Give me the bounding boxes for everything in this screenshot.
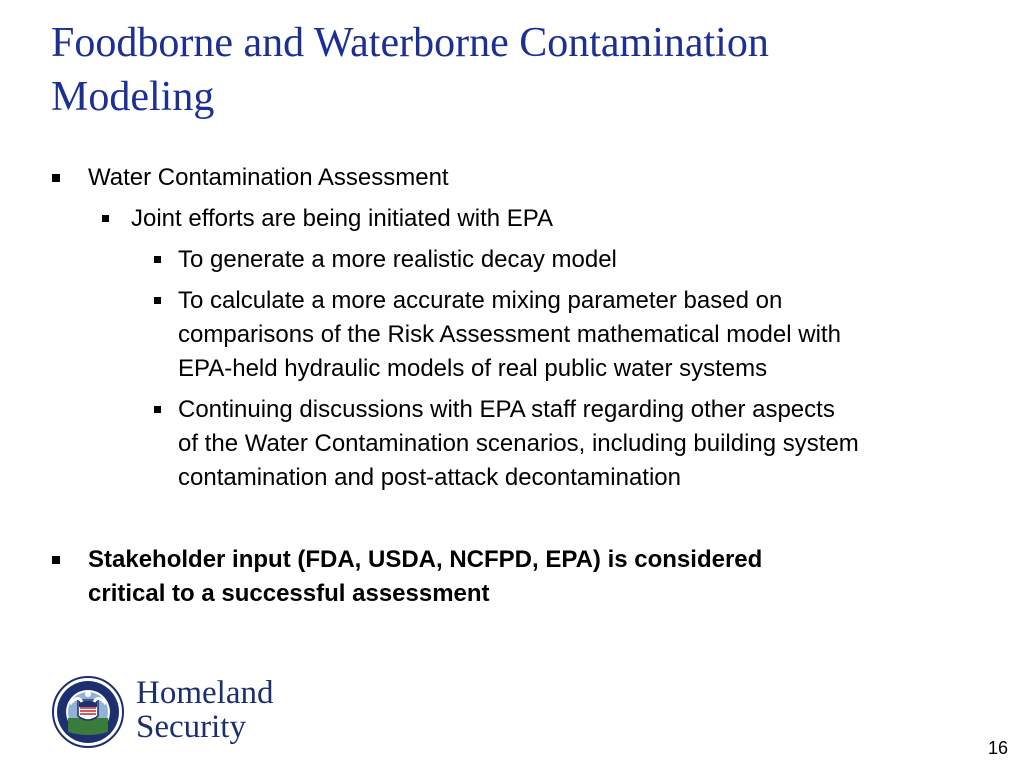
bullet-joint-efforts bbox=[131, 202, 553, 236]
logo-wordmark bbox=[136, 676, 273, 744]
bullet-water-contamination bbox=[88, 161, 449, 195]
bullet-marker bbox=[52, 174, 60, 182]
slide-title-line1: Foodborne and Waterborne Contamination bbox=[51, 20, 769, 66]
bullet-stakeholder-input bbox=[88, 543, 762, 611]
bullet-text-line: EPA-held hydraulic models of real public water systems bbox=[178, 355, 768, 382]
bullet-text-line: critical to a successful assessment bbox=[88, 580, 490, 607]
bullet-text: Joint efforts are being initiated with EPA bbox=[131, 205, 554, 232]
logo-wordmark-line2: Security bbox=[136, 709, 246, 745]
bullet-text: To generate a more realistic decay model bbox=[178, 246, 617, 273]
slide-title-line2: Modeling bbox=[51, 74, 215, 120]
bullet-text-line: To calculate a more accurate mixing parameter based on bbox=[178, 287, 783, 314]
bullet-text-line: comparisons of the Risk Assessment mathematical model with bbox=[178, 321, 841, 348]
bullet-text-line: contamination and post-attack decontamination bbox=[178, 464, 681, 491]
bullet-mixing-parameter bbox=[178, 284, 841, 386]
bullet-continuing-discussions bbox=[178, 393, 859, 495]
bullet-text-line: Stakeholder input (FDA, USDA, NCFPD, EPA) is considered bbox=[88, 546, 763, 573]
page-number: 16 bbox=[987, 738, 1008, 758]
bullet-marker bbox=[52, 556, 60, 564]
logo-wordmark-line1: Homeland bbox=[136, 675, 274, 711]
bullet-marker bbox=[154, 406, 161, 413]
bullet-text-line: of the Water Contamination scenarios, including building system bbox=[178, 430, 859, 457]
slide-title bbox=[51, 16, 951, 124]
bullet-marker bbox=[154, 297, 161, 304]
bullet-text: Water Contamination Assessment bbox=[88, 164, 449, 191]
bullet-marker bbox=[154, 256, 161, 263]
homeland-security-logo bbox=[52, 672, 312, 752]
bullet-text-line: Continuing discussions with EPA staff regarding other aspects bbox=[178, 396, 835, 423]
bullet-marker bbox=[102, 215, 109, 222]
bullet-decay-model bbox=[178, 243, 617, 277]
